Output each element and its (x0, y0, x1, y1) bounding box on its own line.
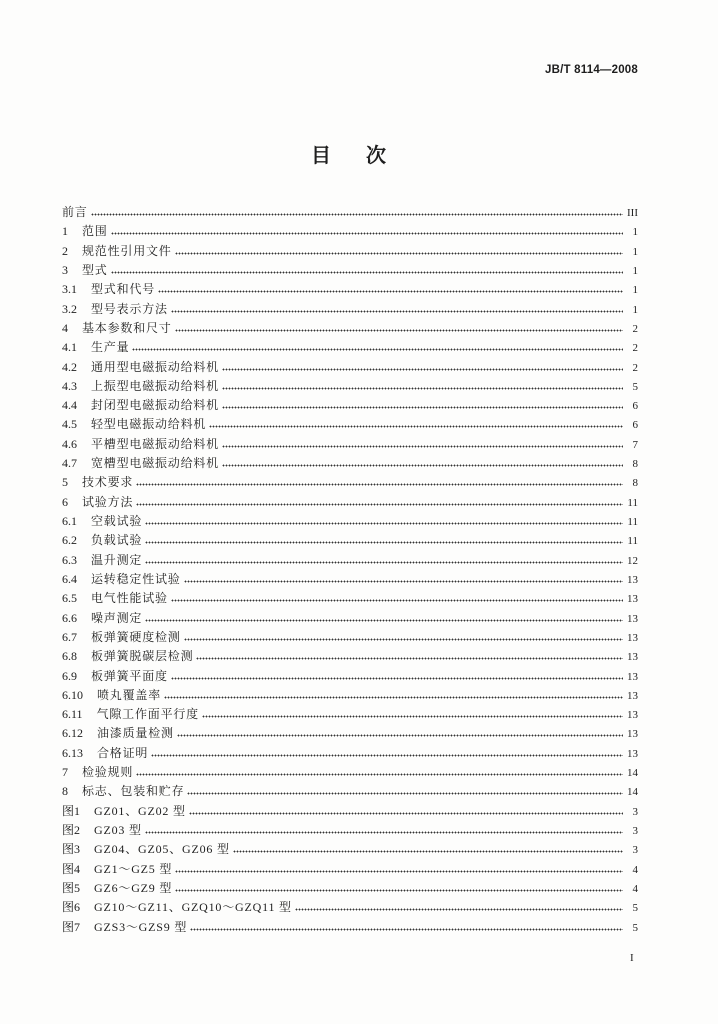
toc-entry-page: 5 (632, 380, 638, 393)
toc-entry-number: 6 (62, 494, 68, 509)
dot-leader (91, 213, 623, 216)
toc-entry (62, 667, 638, 686)
dot-leader (164, 696, 623, 699)
dot-leader (132, 348, 623, 351)
toc-entry-page: 1 (632, 264, 638, 277)
toc-entry-number: 6.7 (62, 629, 77, 644)
toc-entry-page: 7 (632, 438, 638, 451)
toc-entry-title: 负载试验 (91, 533, 143, 548)
dot-leader (184, 580, 623, 583)
toc-entry (62, 377, 638, 396)
toc-entry-number: 4.3 (62, 378, 77, 393)
toc-entry-title: 检验规则 (82, 765, 134, 780)
toc-figure-number: 图7 (62, 919, 81, 934)
toc-entry-page: 13 (627, 631, 638, 644)
toc-entry-number: 6.9 (62, 668, 77, 683)
toc-figure-entry (62, 840, 638, 859)
toc-entry-page: 6 (632, 419, 638, 432)
toc-entry-number: 4.6 (62, 436, 77, 451)
toc-entry-title: 范围 (82, 224, 108, 239)
dot-leader (196, 657, 623, 660)
toc-entry-page: 13 (627, 670, 638, 683)
toc-entry-page: 5 (632, 921, 638, 934)
dot-leader (202, 715, 623, 718)
toc-entry (62, 319, 638, 338)
dot-leader (171, 599, 623, 602)
toc-entry-page: 14 (627, 767, 638, 780)
toc-entry-title: 板弹簧脱碳层检测 (91, 649, 194, 664)
dot-leader (222, 387, 623, 390)
dot-leader (111, 232, 623, 235)
toc-entry (62, 358, 638, 377)
dot-leader (177, 734, 623, 737)
toc-entry (62, 222, 638, 241)
toc-entry-number: 2 (62, 243, 68, 258)
toc-figure-title: GZ01、GZ02 型 (94, 803, 186, 818)
toc-entry (62, 300, 638, 319)
toc-entry-number: 6.1 (62, 514, 77, 528)
toc-entry-number: 4.2 (62, 359, 77, 374)
dot-leader (222, 464, 623, 467)
toc-entry (62, 396, 638, 415)
toc-entry-page: 4 (632, 863, 638, 876)
dot-leader (175, 252, 623, 255)
toc-entry-title: 板弹簧硬度检测 (91, 629, 181, 644)
toc-entry (62, 782, 638, 801)
toc-figure-title: GZS3～GZS9 型 (94, 919, 188, 934)
toc-entry-number: 6.8 (62, 649, 77, 664)
toc-entry-number: 1 (62, 224, 68, 239)
toc-figure-entry (62, 879, 638, 898)
dot-leader (171, 677, 623, 680)
toc-figure-number: 图1 (62, 803, 81, 818)
toc-entry-number: 4.1 (62, 340, 77, 355)
toc-entry-number: 3.2 (62, 301, 77, 316)
toc-entry-title: 噪声测定 (91, 610, 143, 625)
toc-entry-page: 3 (632, 805, 638, 818)
toc-entry-number: 6.6 (62, 610, 77, 625)
toc-entry-page: 3 (632, 825, 638, 837)
dot-leader (222, 445, 623, 448)
toc-entry-number: 6.4 (62, 571, 77, 586)
toc-entry-title: 基本参数和尺寸 (82, 320, 172, 335)
toc-entry-page: 2 (632, 322, 638, 335)
toc-entry-title: 技术要求 (82, 475, 134, 490)
toc-entry-page: 5 (632, 902, 638, 915)
toc-entry (62, 647, 638, 666)
toc-entry-title: 型号表示方法 (91, 301, 168, 316)
toc-entry-number: 6.11 (62, 707, 83, 722)
toc-entry-number: 8 (62, 784, 68, 799)
toc-entry-number: 4.4 (62, 398, 77, 413)
toc-entry (62, 512, 638, 531)
toc-entry-page: 13 (627, 689, 638, 702)
toc-entry-number: 5 (62, 475, 68, 490)
toc-entry-title: 合格证明 (97, 745, 149, 760)
toc-entry-number: 6.13 (62, 745, 83, 760)
toc-entry (62, 570, 638, 589)
toc-figure-title: GZ04、GZ05、GZ06 型 (94, 842, 230, 857)
dot-leader (187, 792, 623, 795)
toc-entry-page: 13 (627, 747, 638, 760)
dot-leader (209, 425, 623, 428)
dot-leader (145, 541, 623, 544)
toc-figure-title: GZ6～GZ9 型 (94, 880, 173, 895)
toc-entry-title: 规范性引用文件 (82, 243, 172, 258)
toc-figure-number: 图5 (62, 880, 81, 895)
toc-entry-page: 8 (632, 477, 638, 490)
toc-entry-title: 气隙工作面平行度 (96, 707, 199, 722)
toc-entry-number: 4.5 (62, 417, 77, 432)
dot-leader (175, 329, 623, 332)
toc-figure-entry (62, 860, 638, 879)
toc-figure-title: GZ03 型 (94, 823, 142, 837)
toc-figure-entry (62, 802, 638, 821)
toc-entry-title: 平槽型电磁振动给料机 (91, 436, 220, 451)
toc-entry (62, 415, 638, 434)
toc-entry-page: 11 (627, 516, 638, 528)
toc-entry (62, 551, 638, 570)
toc-entry-title: 试验方法 (82, 494, 134, 509)
dot-leader (145, 561, 623, 564)
toc-entry-page: 2 (632, 342, 638, 355)
toc-figure-number: 图6 (62, 900, 81, 915)
toc-entry-title: 生产量 (91, 340, 130, 355)
dot-leader (222, 406, 623, 409)
toc-entry-page: 1 (632, 245, 638, 258)
toc-entry-number: 6.3 (62, 552, 77, 567)
toc-entry-page: 6 (632, 400, 638, 413)
toc-entry-title: 型式和代号 (91, 282, 156, 297)
toc-entry-title: 温升测定 (91, 552, 143, 567)
toc-entry-number: 4 (62, 320, 68, 335)
dot-leader (222, 368, 623, 371)
toc-entry-page: 8 (632, 458, 638, 471)
toc-entry-page: 11 (627, 496, 638, 509)
toc-entry-page: 13 (627, 728, 638, 741)
toc-entry-title: 封闭型电磁振动给料机 (91, 398, 220, 413)
dot-leader (136, 773, 623, 776)
toc-entry (62, 473, 638, 492)
toc-entry (62, 686, 638, 705)
toc-entry-page: III (627, 207, 638, 219)
toc-entry (62, 628, 638, 647)
toc-entry-page: 11 (627, 535, 638, 548)
toc-entry (62, 203, 638, 222)
dot-leader (145, 831, 623, 834)
table-of-contents (62, 203, 638, 937)
dot-leader (136, 483, 623, 486)
toc-figure-title: GZ1～GZ5 型 (94, 861, 173, 876)
toc-entry-title: 前言 (62, 205, 88, 219)
dot-leader (111, 271, 623, 274)
dot-leader (175, 889, 623, 892)
toc-entry-page: 3 (632, 844, 638, 857)
dot-leader (171, 310, 623, 313)
toc-entry-title: 运转稳定性试验 (91, 571, 181, 586)
toc-entry (62, 280, 638, 299)
toc-entry-page: 1 (632, 226, 638, 239)
toc-figure-entry (62, 821, 638, 840)
toc-figure-number: 图2 (62, 823, 81, 837)
toc-entry (62, 744, 638, 763)
toc-entry-title: 油漆质量检测 (97, 726, 174, 741)
toc-entry-page: 13 (627, 593, 638, 606)
toc-entry-page: 14 (627, 786, 638, 799)
page-title: 目 次 (311, 145, 386, 167)
toc-entry-page: 1 (632, 303, 638, 316)
toc-entry-number: 3 (62, 262, 68, 277)
toc-entry-page: 13 (627, 709, 638, 722)
dot-leader (189, 812, 623, 815)
toc-entry-title: 标志、包装和贮存 (82, 784, 185, 799)
toc-entry-page: 4 (632, 882, 638, 895)
dot-leader (136, 503, 623, 506)
dot-leader (190, 928, 623, 931)
toc-entry-title: 轻型电磁振动给料机 (91, 417, 207, 432)
toc-entry-number: 6.12 (62, 726, 83, 741)
toc-entry-title: 空载试验 (91, 514, 143, 528)
page-number: I (630, 952, 634, 964)
toc-entry-page: 1 (632, 284, 638, 297)
toc-entry-page: 13 (627, 573, 638, 586)
toc-entry (62, 589, 638, 608)
toc-entry (62, 609, 638, 628)
standard-code: JB/T 8114—2008 (545, 64, 638, 76)
toc-entry-number: 6.5 (62, 591, 77, 606)
dot-leader (175, 870, 623, 873)
toc-entry-title: 型式 (82, 262, 108, 277)
toc-entry-number: 6.2 (62, 533, 77, 548)
toc-entry (62, 493, 638, 512)
toc-entry (62, 531, 638, 550)
toc-figure-number: 图3 (62, 842, 81, 857)
toc-figure-number: 图4 (62, 861, 81, 876)
toc-figure-entry (62, 918, 638, 937)
toc-entry (62, 763, 638, 782)
toc-entry-title: 宽槽型电磁振动给料机 (91, 456, 220, 471)
dot-leader (145, 619, 623, 622)
toc-entry (62, 454, 638, 473)
toc-figure-title: GZ10～GZ11、GZQ10～GZQ11 型 (94, 900, 292, 915)
toc-entry-number: 7 (62, 765, 68, 780)
toc-entry-title: 通用型电磁振动给料机 (91, 359, 220, 374)
toc-entry (62, 724, 638, 743)
toc-entry-title: 电气性能试验 (91, 591, 168, 606)
toc-entry-number: 4.7 (62, 456, 77, 471)
toc-entry-title: 喷丸覆盖率 (97, 687, 162, 702)
dot-leader (233, 850, 623, 853)
dot-leader (184, 638, 623, 641)
toc-entry-page: 13 (627, 612, 638, 625)
dot-leader (295, 908, 623, 911)
toc-entry (62, 705, 638, 724)
toc-entry-number: 3.1 (62, 282, 77, 297)
toc-entry-title: 板弹簧平面度 (91, 668, 168, 683)
toc-entry (62, 338, 638, 357)
toc-entry-page: 13 (627, 651, 638, 664)
toc-entry (62, 261, 638, 280)
toc-entry-number: 6.10 (62, 687, 83, 702)
toc-entry-page: 12 (627, 554, 638, 567)
dot-leader (158, 290, 623, 293)
toc-figure-entry (62, 898, 638, 917)
toc-entry (62, 435, 638, 454)
toc-entry-page: 2 (632, 361, 638, 374)
toc-entry-title: 上振型电磁振动给料机 (91, 378, 220, 393)
dot-leader (145, 522, 623, 525)
toc-entry (62, 242, 638, 261)
dot-leader (151, 754, 623, 757)
